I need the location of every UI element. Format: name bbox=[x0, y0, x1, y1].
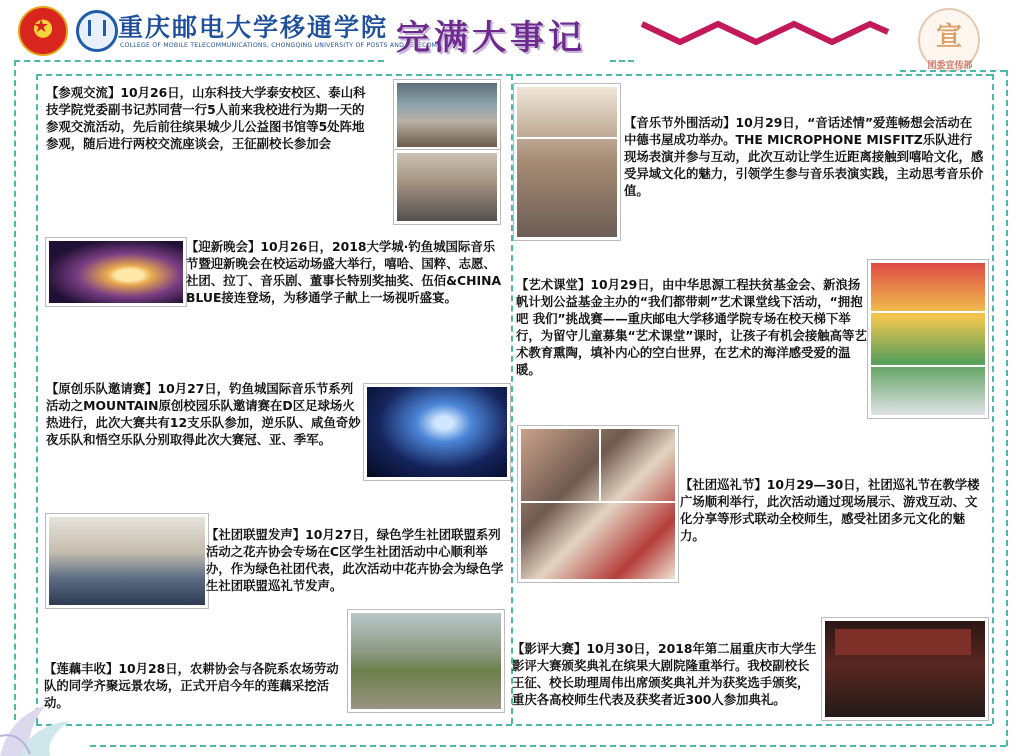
zigzag-decoration bbox=[640, 18, 890, 48]
university-logo bbox=[76, 10, 118, 52]
photo-divider bbox=[871, 311, 985, 313]
event-band: 【原创乐队邀请赛】10月27日，钓鱼城国际音乐节系列活动之MOUNTAIN原创校园乐队邀请赛在D区足球场火热进行，此次大赛共有12支乐队参加，逆乐队、咸鱼奇妙夜乐队和悟空乐队分别取得此次大赛冠、亚、季军。 bbox=[46, 381, 361, 447]
frame-right bbox=[1006, 70, 1008, 746]
inner-left bbox=[36, 74, 38, 724]
event-film: 【影评大赛】10月30日，2018年第二届重庆市大学生影评大赛颁奖典礼在缤果大剧院隆重举行。我校副校长王征、校长助理周伟出席颁奖典礼并为获奖选手颁奖，重庆各高校师生代表及获奖者近300人参加典礼。 bbox=[512, 641, 817, 707]
photo-lotus-farm bbox=[348, 610, 504, 712]
photo-art-class bbox=[868, 260, 988, 418]
university-name: 重庆邮电大学移通学院 bbox=[118, 13, 389, 42]
photo-visit-meeting bbox=[394, 150, 500, 224]
event-music-fest: 【音乐节外围活动】10月29日，“音话述情”爱莲畅想会活动在中德书屋成功举办。THE MICROPHONE MISFITZ乐队进行现场表演并参与互动，此次互动让学生近距离接触到嘻哈文化，感受异域文化的魅力，引领学生参与音乐表演实践，主动思考音乐价值。 bbox=[624, 115, 984, 198]
photo-music-fest bbox=[514, 84, 620, 240]
page-title: 完满大事记 bbox=[396, 18, 586, 58]
inner-top bbox=[36, 74, 992, 76]
youth-league-emblem bbox=[18, 6, 68, 56]
university-name-en: COLLEGE OF MOBILE TELECOMMUNICATIONS, CHONGQING UNIVERSITY OF POSTS AND TELECOM. bbox=[120, 42, 440, 49]
frame-top-left bbox=[14, 60, 384, 62]
event-art-class: 【艺术课堂】10月29日，由中华思源工程扶贫基金会、新浪扬帆计划公益基金主办的“我们都带刺”艺术课堂线下活动，“拥抱吧 我们”挑战赛——重庆邮电大学移通学院专场在校天梯下举行，为留守儿童募集“艺术课堂”课时，让孩子有机会接触高等艺术教育熏陶，填补内心的空白世界，在艺术的海洋感受爱的温暖。 bbox=[516, 277, 867, 377]
photo-divider bbox=[517, 137, 617, 139]
photo-club-tour bbox=[518, 426, 678, 582]
photo-welcome-concert bbox=[46, 238, 186, 306]
photo-visit-library bbox=[394, 80, 500, 150]
frame-left bbox=[14, 60, 16, 720]
event-league: 【社团联盟发声】10月27日，绿色学生社团联盟系列活动之花卉协会专场在C区学生社团活动中心顺利举办，作为绿色社团代表，此次活动中花卉协会为绿色学生社团联盟巡礼节发声。 bbox=[206, 527, 504, 593]
photo-divider bbox=[521, 501, 675, 503]
event-club-tour: 【社团巡礼节】10月29—30日，社团巡礼节在教学楼广场顺利举行，此次活动通过现场展示、游戏互动、文化分享等形式联动全校师生，感受社团多元文化的魅力。 bbox=[680, 477, 980, 543]
seal-glyph: 宣 bbox=[935, 22, 962, 52]
frame-bottom bbox=[90, 745, 1006, 747]
event-visit: 【参观交流】10月26日，山东科技大学泰安校区、泰山科技学院党委副书记苏同营一行5人前来我校进行为期一天的参观交流活动，先后前往缤果城少儿公益图书馆等5处阵地参观，随后进行两校交流座谈会，王征副校长参加会 bbox=[46, 85, 366, 151]
photo-band-contest bbox=[364, 384, 510, 480]
frame-top-right bbox=[900, 70, 1006, 72]
photo-league-hall bbox=[46, 514, 208, 608]
photo-divider bbox=[871, 365, 985, 367]
frame-top-mid bbox=[610, 60, 634, 62]
header bbox=[0, 0, 1024, 71]
photo-divider bbox=[599, 429, 601, 501]
seal-caption: 团委宣传部 bbox=[927, 61, 973, 71]
inner-bottom bbox=[36, 724, 992, 726]
inner-right bbox=[992, 74, 994, 724]
center-divider bbox=[511, 74, 513, 724]
event-welcome: 【迎新晚会】10月26日，2018大学城·钓鱼城国际音乐节暨迎新晚会在校运动场盛大举行，嘻哈、国粹、志愿、社团、拉丁、音乐剧、董事长特别奖抽奖、伍佰&CHINA BLUE接连登场，为移通学子献上一场视听盛宴。 bbox=[186, 239, 502, 305]
photo-film-award bbox=[822, 618, 988, 720]
event-lotus: 【莲藕丰收】10月28日，农耕协会与各院系农场劳动队的同学齐聚远景农场，正式开启今年的莲藕采挖活动。 bbox=[44, 661, 339, 710]
